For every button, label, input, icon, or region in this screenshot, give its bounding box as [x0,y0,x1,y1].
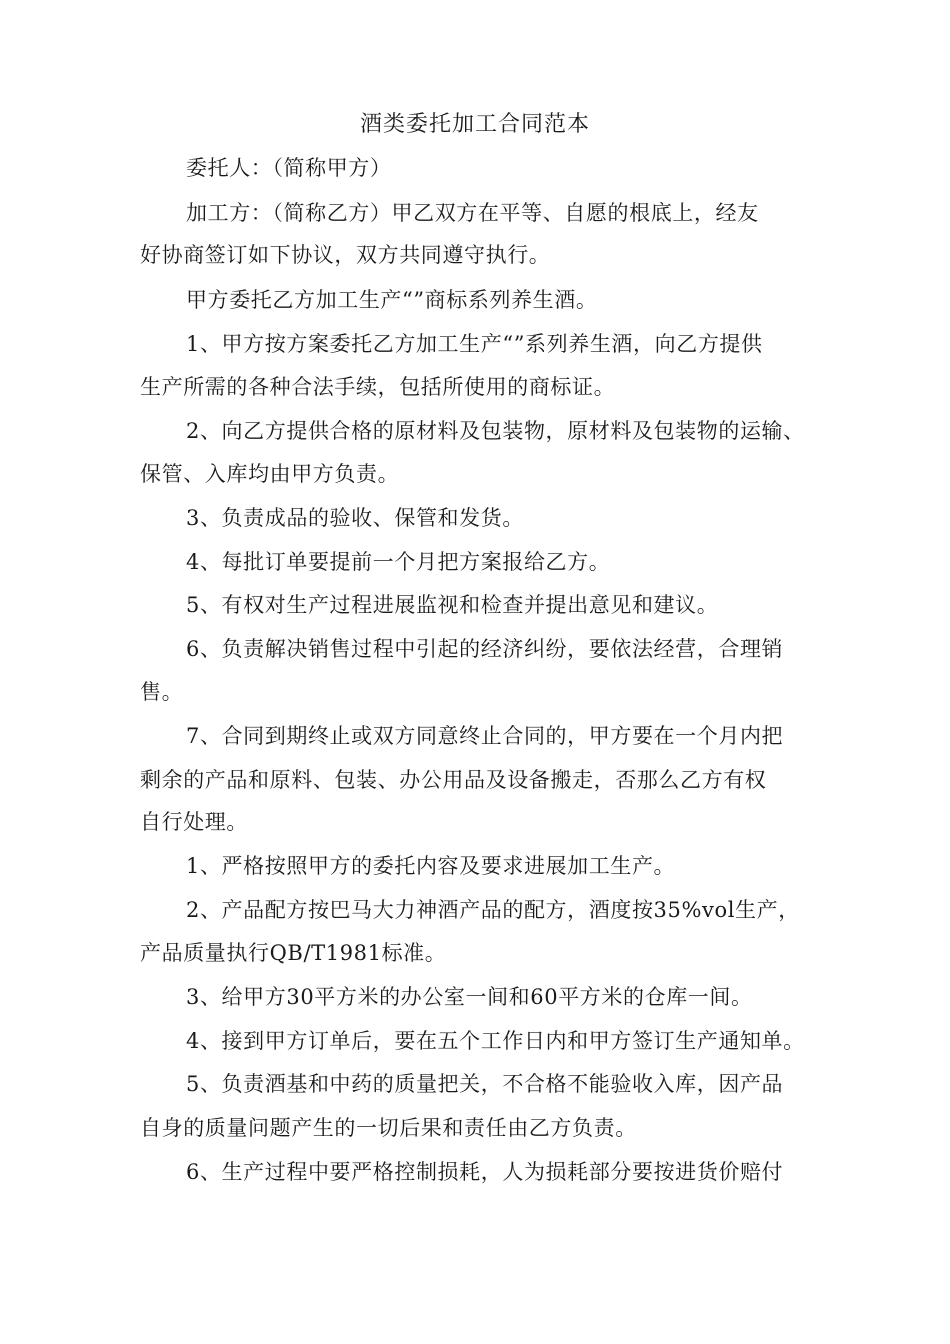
document-title: 酒类委托加工合同范本 [359,112,590,137]
paragraph-line: 售。 [140,680,184,704]
paragraph-line: 甲方委托乙方加工生产“”商标系列养生酒。 [186,288,598,312]
paragraph-line: 5、有权对生产过程进展监视和检查并提出意见和建议。 [186,593,719,617]
paragraph-line: 2、产品配方按巴马大力神酒产品的配方，酒度按35%vol生产， [186,898,800,922]
paragraph-line: 2、向乙方提供合格的原材料及包装物，原材料及包装物的运输、 [186,419,805,443]
paragraph-line: 1、甲方按方案委托乙方加工生产“”系列养生酒，向乙方提供 [186,332,763,356]
paragraph-line: 剩余的产品和原料、包装、办公用品及设备搬走，否那么乙方有权 [140,768,767,792]
paragraph-line: 3、负责成品的验收、保管和发货。 [186,506,524,530]
paragraph-line: 生产所需的各种合法手续，包括所使用的商标证。 [140,375,616,399]
paragraph-line: 7、合同到期终止或双方同意终止合同的，甲方要在一个月内把 [186,724,784,748]
paragraph-line: 5、负责酒基和中药的质量把关，不合格不能验收入库，因产品 [186,1072,784,1096]
paragraph-line: 3、给甲方30平方米的办公室一间和60平方米的仓库一间。 [186,985,753,1009]
paragraph-line: 自行处理。 [140,810,248,834]
paragraph-line: 1、严格按照甲方的委托内容及要求进展加工生产。 [186,854,676,878]
paragraph-line: 委托人：（简称甲方） [186,156,392,180]
paragraph-line: 6、生产过程中要严格控制损耗，人为损耗部分要按进货价赔付 [186,1160,784,1184]
paragraph-line: 好协商签订如下协议，双方共同遵守执行。 [140,243,551,267]
paragraph-line: 自身的质量问题产生的一切后果和责任由乙方负责。 [140,1116,637,1140]
paragraph-line: 保管、入库均由甲方负责。 [140,462,400,486]
paragraph-line: 4、接到甲方订单后，要在五个工作日内和甲方签订生产通知单。 [186,1029,805,1053]
paragraph-line: 加工方：（简称乙方）甲乙双方在平等、自愿的根底上，经友 [186,201,759,225]
paragraph-line: 6、负责解决销售过程中引起的经济纠纷，要依法经营，合理销 [186,637,784,661]
paragraph-line: 产品质量执行QB/T1981标准。 [140,941,447,965]
paragraph-line: 4、每批订单要提前一个月把方案报给乙方。 [186,550,611,574]
